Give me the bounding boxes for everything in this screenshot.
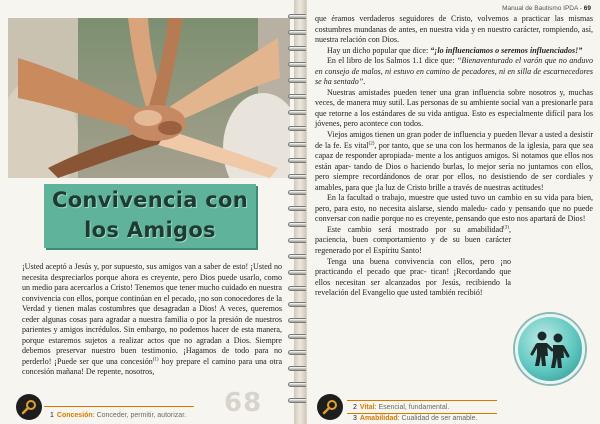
text-line: esto! ¡Usted no necesita despreciarlos porque ahora es creyente, pero — [22, 262, 283, 282]
right-page — [306, 0, 600, 424]
glossary-term: Vital — [359, 404, 375, 411]
psalm-quote: ni en silla de escarnecedores se ha sentado” — [315, 66, 593, 87]
narrow-text-block — [315, 225, 511, 299]
text-line: pero ¡no practicando el pecado que prac- — [315, 256, 511, 277]
glossary-rule — [44, 406, 194, 407]
text-line: Este cambio será mostrado por su amabilidad — [327, 224, 504, 234]
hands-together-photo — [8, 18, 290, 178]
saying-quote: “¡lo influenciamos o seremos — [430, 45, 528, 55]
text-line: parientes y amigos incrédulos. Sin embargo, no podemos hacer de esta — [22, 325, 254, 335]
section-title-banner — [44, 184, 256, 248]
running-header — [502, 5, 591, 12]
psalm-quote: que no anduvo en consejo de malos, ni estuvo en camino de pecadores, — [315, 56, 593, 76]
glossary-term: Concesión — [56, 412, 93, 419]
text-line: ambiente social van a presionarle para que retorne a los estándares — [315, 98, 593, 118]
text-line: mente a los antiguos amigos. Si notamos que ellos nos están apar- — [315, 151, 593, 171]
saying-intro: Hay un dicho popular que dice: — [327, 45, 431, 55]
text-line: tando de Dios o haciendo burlas, lo mejor sería no juntarnos con — [354, 161, 573, 171]
text-line: de su vida antigua. Esto es especialmente difícil para los jóvenes, — [315, 108, 593, 129]
text-line: Dios. Siempre debemos preservar nuestro buen testimonio. ¡Hagamos — [22, 335, 283, 356]
left-page — [0, 0, 295, 424]
text-line: , — [508, 224, 511, 234]
text-line: tican! ¡Recordando que ellos necesitan — [315, 267, 511, 287]
text-line: nosotros y, muchas veces, de manera muy sutil. Las personas de su — [315, 87, 594, 108]
text-line: Nuestras amistades pueden tener una gran influencia sobre — [327, 87, 526, 97]
glossary-entry-1 — [50, 411, 186, 420]
text-line: a usted a desistir de la fe. Es vital — [315, 130, 593, 150]
paragraph — [315, 130, 593, 193]
text-line: cado y pensando que no puede conversar con nadie porque no es — [315, 203, 594, 224]
psalm-end: . — [363, 77, 366, 87]
header-title: Manual de Bautismo IPDA - — [502, 5, 584, 12]
friends-walking-icon — [515, 314, 585, 384]
text-line: hoy prepare — [158, 356, 201, 366]
text-line: ¡Usted aceptó a Jesús y, por supuesto, sus amigos van a saber de — [22, 262, 231, 271]
text-line: vida para bien, pero, para esto, no necesita aislarse, siendo maledu- — [315, 193, 593, 213]
text-line: de todo para no perderlo! ¡Puede ser que una concesión — [22, 346, 282, 366]
page-number-left: 68 — [224, 388, 263, 418]
text-line: , por tanto, que se una con los — [374, 140, 473, 150]
psalm-quote: “Bienaventurado el varón — [456, 56, 543, 66]
paragraph — [315, 225, 511, 257]
text-line: recibió! — [457, 288, 483, 298]
paragraph — [315, 193, 593, 225]
text-line: continúan en el pecado, ¡no son conocedores de la Verdad y tienen — [22, 293, 282, 314]
glossary-definition: : Esencial, fundamental. — [374, 404, 450, 411]
header-page-number: 69 — [583, 5, 591, 12]
text-line: Viejos amigos tienen un gran poder de influencia y pueden llevar — [327, 130, 538, 140]
text-line: hermanos de la iglesia, para que sea capaz de responder apropiada- — [315, 140, 594, 161]
magnifier-icon — [317, 394, 343, 420]
text-line: pero acontece con todos. — [343, 119, 424, 129]
text-line: Tenga una buena convivencia con ellos, — [327, 256, 475, 266]
glossary-entry-3 — [353, 414, 477, 423]
text-line: manera, porque estaremos sujetos a realizar actos que no agradan a — [22, 325, 283, 345]
text-line: carácter regenerado por el Espíritu Santo! — [315, 235, 511, 256]
right-page-footer — [307, 392, 600, 424]
saying-quote: influenciados!” — [529, 45, 583, 55]
glossary-definition: : Conceder, permitir, autorizar. — [92, 412, 187, 419]
glossary-number: 2 — [353, 404, 357, 411]
text-line: ser alcanzados por Jesús, recibiendo la — [370, 277, 511, 287]
paragraph — [315, 46, 593, 57]
text-line: el camino para una otra concesión mañana! De repente, nosotros, — [22, 356, 283, 377]
text-line: que tener mucho cuidado en nuestra convivencia con ellos, porque — [22, 283, 282, 303]
right-body-text — [315, 14, 593, 299]
text-line: carácter, rompiendo, así, nuestra relación con Dios. — [315, 24, 593, 45]
text-line: que éramos verdaderos seguidores de Cristo, volvemos a practicar las — [315, 14, 564, 23]
hands-photo-illustration — [8, 18, 290, 178]
glossary-entry-2 — [353, 403, 449, 412]
text-line: ellos, pero siempre recordándonos de orar por ellos, no desistiendo — [315, 161, 593, 182]
glossary-definition: : Cualidad de ser amable. — [397, 415, 478, 422]
footnote-ref-1: (1) — [152, 357, 159, 363]
text-line: Dios puede usarlo, como un medio para acercarlos a Cristo! Tenemos — [22, 272, 282, 293]
text-line: malas costumbres que desagradan a Dios! A veces, queremos ceder — [22, 304, 283, 324]
footnote-ref-2: (2) — [368, 140, 375, 146]
glossary-term: Amabilidad — [359, 415, 398, 422]
text-line: de nuestras actitudes! — [474, 182, 544, 192]
glossary-number: 1 — [50, 412, 54, 419]
left-body-text — [22, 262, 282, 378]
text-line: creyente, pensando que esto nos apartará de Dios! — [424, 214, 586, 224]
glossary-number: 3 — [353, 415, 357, 422]
psalm-intro: En el libro de los Salmos 1.1 dice que: — [327, 56, 457, 66]
paragraph — [315, 14, 593, 46]
banner-title-line-1: Convivencia con — [51, 188, 248, 212]
paragraph — [315, 56, 593, 88]
text-line: paciencia, buen comportamiento y de su buen — [315, 235, 481, 245]
paragraph — [315, 88, 593, 130]
paragraph — [315, 257, 511, 299]
glossary-rule — [347, 400, 497, 401]
text-line: mismas costumbres mundanas de antes, en nuestra vida y en nuestro — [315, 14, 593, 34]
footnote-ref-3: (3) — [503, 225, 509, 231]
text-line: revelación del Evangelio que usted también — [315, 288, 456, 298]
text-line: de ser cordiales y amables, para que ¡la luz de Cristo brille a través — [315, 172, 593, 192]
text-line: algunas cosas para agradar a nuestra familia o por la presión de nuestros — [42, 314, 282, 324]
magnifier-icon — [16, 394, 42, 420]
text-line: En la facultad o trabajo, muestre que usted tuvo un cambio en su — [327, 193, 542, 203]
banner-title-line-2: los Amigos — [84, 218, 216, 242]
